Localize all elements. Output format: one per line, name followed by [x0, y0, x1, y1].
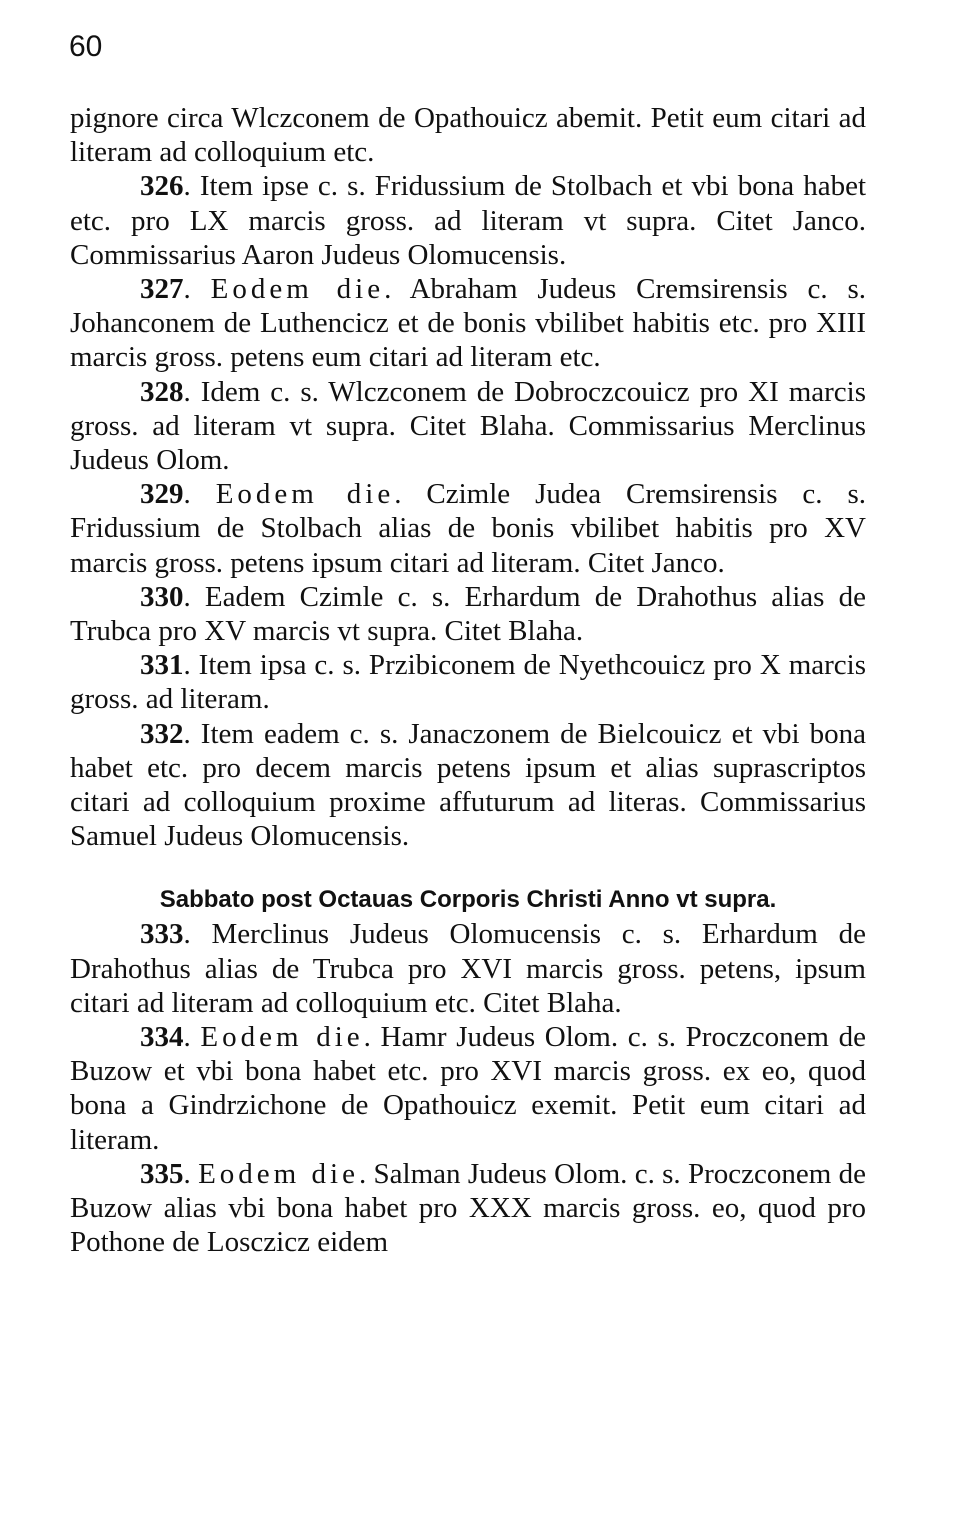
entry-number: 327	[140, 273, 184, 306]
entries-before-heading	[70, 169, 866, 853]
entry-text: . Item eadem c. s. Janaczonem de Bielcouicz et vbi bona habet etc. pro decem marcis petens ipsum et alias suprascriptos citari ad colloquium proxime affuturum ad literas. Commissarius Samuel Judeus Olomucensis.	[70, 717, 866, 853]
entry-paragraph	[70, 648, 866, 716]
entries-after-heading	[70, 917, 866, 1259]
entry-text: . Salman Judeus Olom. c. s. Proczconem de Buzow alias vbi bona habet pro XXX marcis gross. eo, quod pro Pothone de Losczicz eidem	[70, 1157, 867, 1259]
entry-spaced-text: Eodem die	[198, 1157, 359, 1190]
entry-number: 329	[140, 478, 184, 511]
entry-text: . Merclinus Judeus Olomucensis c. s. Erhardum de Drahothus alias de Trubca pro XVI marcis gross. petens, ipsum citari ad literam ad colloquium etc. Citet Blaha.	[70, 918, 866, 1019]
entry-paragraph	[70, 375, 866, 478]
entry-spaced-text: Eodem die	[210, 273, 385, 306]
page-body	[70, 101, 866, 1260]
entry-number: 326	[140, 170, 184, 203]
entry-text: . Hamr Judeus Olom. c. s. Proczconem de Buzow et vbi bona habet etc. pro XVI marcis gross. ex eo, quod bona a Gindrzichone de Opathouicz exemit. Petit eum citari ad literam.	[70, 1021, 867, 1156]
entry-paragraph	[70, 580, 866, 648]
entry-paragraph	[70, 717, 866, 854]
entry-text: . Eadem Czimle c. s. Erhardum de Drahothus alias de Trubca pro XV marcis vt supra. Citet Blaha.	[70, 580, 866, 648]
entry-number: 330	[140, 580, 184, 613]
section-heading: Sabbato post Octauas Corporis Christi Anno vt supra.	[159, 886, 777, 914]
entry-paragraph	[70, 169, 866, 272]
entry-paragraph: 327. Eodem die. Abraham Judeus Cremsirensis c. s. Johanconem de Luthencicz et de bonis vbilibet habitis etc. pro XIII marcis gross. petens eum citari ad literam etc.	[70, 273, 866, 374]
entry-text: . Czimle Judea Cremsirensis c. s. Fridussium de Stolbach alias de bonis vbilibet habitis pro XV marcis gross. petens ipsum citari ad literam. Citet Janco.	[70, 478, 867, 579]
entry-number: 335	[140, 1157, 184, 1190]
entry-number: 331	[140, 649, 184, 682]
entry-number: 333	[140, 918, 184, 951]
entry-number: 334	[140, 1021, 184, 1054]
entry-number: 328	[140, 375, 184, 408]
opening-paragraph: pignore circa Wlczconem de Opathouicz abemit. Petit eum citari ad literam ad colloquium etc.	[70, 102, 866, 169]
entry-paragraph: 334. Eodem die. Hamr Judeus Olom. c. s. Proczconem de Buzow et vbi bona habet etc. pro XVI marcis gross. ex eo, quod bona a Gindrzichone de Opathouicz exemit. Petit eum citari ad literam.	[70, 1021, 867, 1156]
entry-text: . Abraham Judeus Cremsirensis c. s. Johanconem de Luthencicz et de bonis vbilibet habitis etc. pro XIII marcis gross. petens eum citari ad literam etc.	[70, 273, 866, 374]
page-number: 60	[69, 30, 103, 63]
entry-paragraph	[70, 917, 866, 1020]
entry-spaced-text: Eodem die	[200, 1021, 364, 1054]
entry-paragraph: 335. Eodem die. Salman Judeus Olom. c. s. Proczconem de Buzow alias vbi bona habet pro XXX marcis gross. eo, quod pro Pothone de Losczicz eidem	[70, 1157, 867, 1259]
entry-number: 332	[140, 717, 184, 750]
entry-text: . Item ipsa c. s. Przibiconem de Nyethcouicz pro X marcis gross. ad literam.	[70, 649, 866, 716]
entry-paragraph: 329. Eodem die. Czimle Judea Cremsirensis c. s. Fridussium de Stolbach alias de bonis vbilibet habitis pro XV marcis gross. petens ipsum citari ad literam. Citet Janco.	[70, 478, 867, 579]
entry-text: . Item ipse c. s. Fridussium de Stolbach et vbi bona habet etc. pro LX marcis gross. ad literam vt supra. Citet Janco. Commissarius Aaron Judeus Olomucensis.	[70, 170, 866, 271]
entry-spaced-text: Eodem die	[215, 478, 395, 511]
entry-text: . Idem c. s. Wlczconem de Dobroczcouicz pro XI marcis gross. ad literam vt supra. Citet Blaha. Commissarius Merclinus Judeus Olom.	[70, 375, 866, 477]
